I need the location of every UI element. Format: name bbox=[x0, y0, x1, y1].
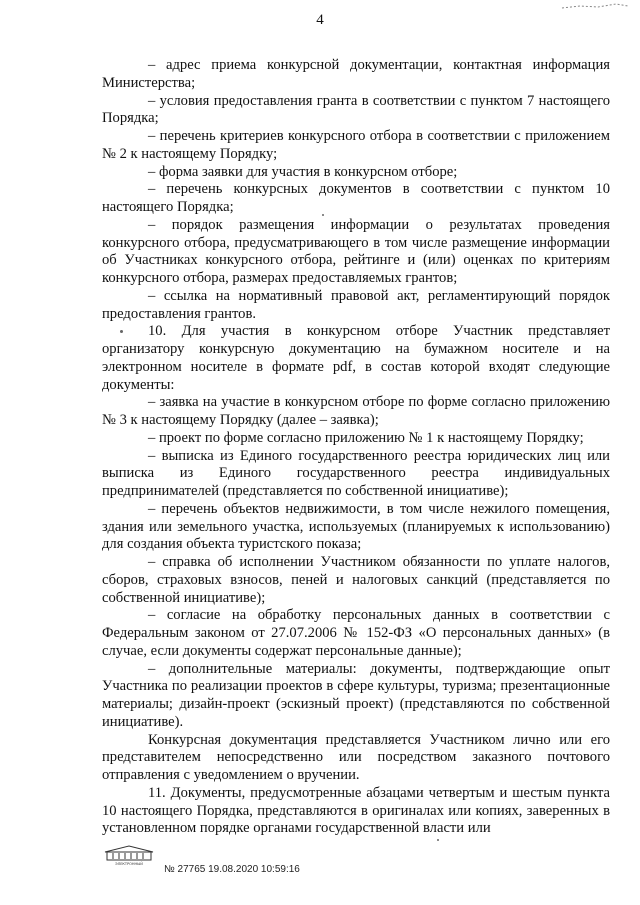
scan-speck bbox=[437, 839, 439, 841]
document-body bbox=[102, 57, 610, 838]
paragraph: – справка об исполнении Участником обязанности по уплате налогов, сборов, страховых взносов, пеней и налоговых санкций (представляется по собственной инициативе); bbox=[102, 554, 610, 606]
document-registration-id: № 27765 19.08.2020 10:59:16 bbox=[164, 864, 300, 875]
paragraph: – условия предоставления гранта в соответствии с пунктом 7 настоящего Порядка; bbox=[102, 92, 610, 127]
paragraph: – адрес приема конкурсной документации, контактная информация Министерства; bbox=[102, 57, 610, 91]
paragraph: – форма заявки для участия в конкурсном отборе; bbox=[148, 163, 458, 180]
electronic-stamp-logo bbox=[101, 844, 157, 866]
paragraph: 10. Для участия в конкурсном отборе Участник представляет организатору конкурсную документацию на бумажном носителе и на электронном носителе в формате pdf, в состав которой входят следующие документы: bbox=[102, 323, 610, 393]
paragraph: – перечень конкурсных документов в соответствии с пунктом 10 настоящего Порядка; bbox=[102, 181, 610, 215]
paragraph: – порядок размещения информации о результатах проведения конкурсного отбора, предусматривающего в том числе размещение информации об Участниках конкурсного отбора, рейтинге и (или) оценках по критериям конкурсного отбора, размерах предоставляемых грантов; bbox=[102, 216, 610, 286]
paragraph: – выписка из Единого государственного реестра юридических лиц или выписка из Единого государственного реестра индивидуальных предпринимателей (представляется по собственной инициативе); bbox=[102, 447, 610, 499]
paragraph: – согласие на обработку персональных данных в соответствии с Федеральным законом от 27.07.2006 № 152-ФЗ «О персональных данных» (в случае, если документы содержат персональные данные); bbox=[102, 607, 610, 659]
paragraph: Конкурсная документация представляется Участником лично или его представителем непосредственно или посредством заказного почтового отправления с уведомлением о вручении. bbox=[102, 731, 610, 783]
paragraph: – ссылка на нормативный правовой акт, регламентирующий порядок предоставления грантов. bbox=[102, 287, 610, 322]
paragraph: 11. Документы, предусмотренные абзацами четвертым и шестым пункта 10 настоящего Порядка, представляются в оригиналах или копиях, заверенных в установленном порядке органами государственной власти или bbox=[102, 784, 610, 837]
scan-artifact-decoration bbox=[560, 2, 630, 12]
paragraph: – проект по форме согласно приложению № 1 к настоящему Порядку; bbox=[148, 429, 584, 446]
stamp-caption: ЭЛЕКТРОННЫЙ bbox=[115, 862, 143, 866]
paragraph: – заявка на участие в конкурсном отборе по форме согласно приложению № 3 к настоящему Порядку (далее – заявка); bbox=[102, 394, 610, 428]
scan-speck bbox=[120, 330, 123, 333]
paragraph: – перечень критериев конкурсного отбора в соответствии с приложением № 2 к настоящему Порядку; bbox=[102, 128, 610, 162]
paragraph: – дополнительные материалы: документы, подтверждающие опыт Участника по реализации проектов в сфере культуры, туризма; презентационные материалы; дизайн-проект (эскизный проект) (представляются по собственной инициативе). bbox=[102, 660, 610, 730]
paragraph: – перечень объектов недвижимости, в том числе нежилого помещения, здания или земельного участка, используемых (планируемых к использованию) для создания объекта туристского показа; bbox=[102, 500, 610, 553]
scan-speck bbox=[322, 214, 324, 216]
page-number: 4 bbox=[316, 12, 324, 28]
